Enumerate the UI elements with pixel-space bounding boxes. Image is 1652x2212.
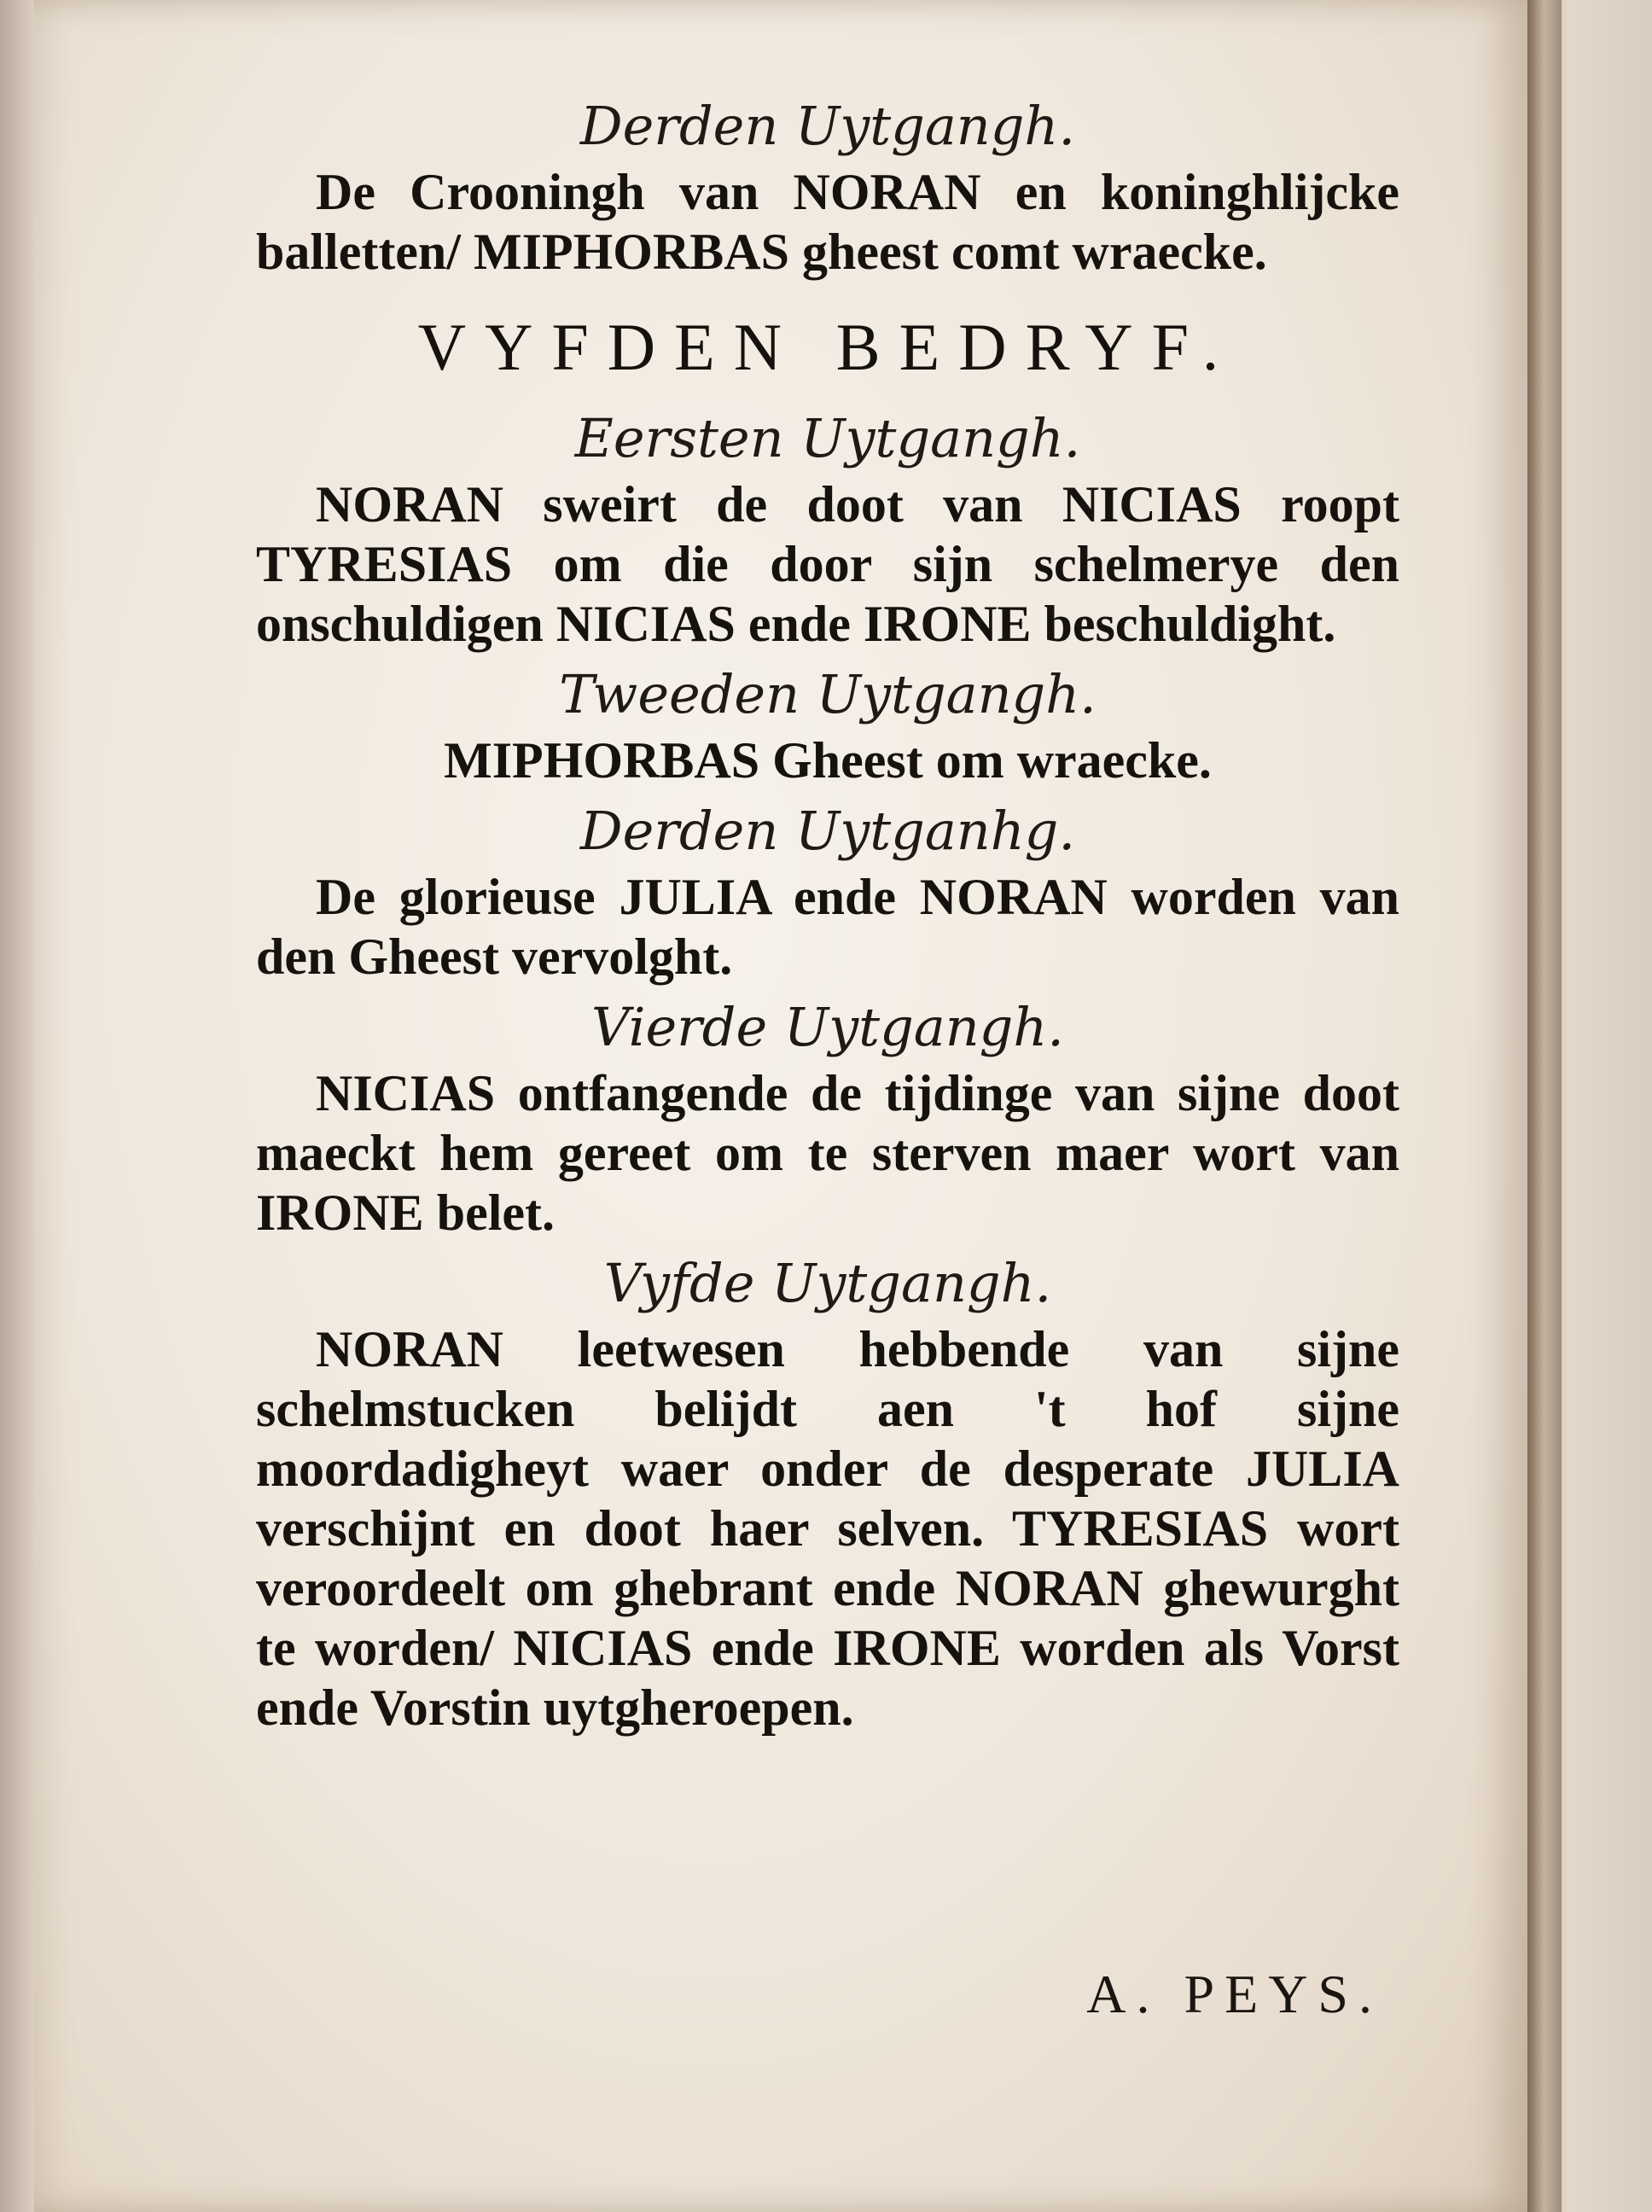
scene-summary: MIPHORBAS Gheest om wraecke. [444,732,1212,789]
scene-summary: NICIAS ontfangende de tijdinge van sijne doot maeckt hem gereet om te sterven maer wort van IRONE belet. [256,1065,1399,1241]
scene-heading: Tweeden Uytgangh. [559,663,1096,725]
author-signature: A. PEYS. [1086,1964,1382,2024]
page-text [256,94,1399,1746]
scene-summary: NORAN leetwesen hebbende van sijne schelmstucken belijdt aen 't hof sijne moordadigheyt waer onder de desperate JULIA verschijnt en doot haer selven. TYRESIAS wort veroordeelt om ghebrant ende NORAN ghewurght te worden/ NICIAS ende IRONE worden als Vorst ende Vorstin uytgheroepen. [256,1321,1399,1736]
scene-heading: Derden Uytgangh. [579,95,1076,157]
scene-summary: NORAN sweirt de doot van NICIAS roopt TYRESIAS om die door sijn schelmerye den onschuldigen NICIAS ende IRONE beschuldight. [256,476,1399,652]
book-gutter [1527,0,1562,2212]
scene-heading: Eersten Uytgangh. [574,407,1081,469]
scene-summary: De Crooningh van NORAN en koninghlijcke balletten/ MIPHORBAS gheest comt wraecke. [256,164,1399,280]
book-page [34,0,1527,2212]
act-heading: VYFDEN BEDRYF. [417,310,1238,384]
scene-heading: Vierde Uytgangh. [590,996,1065,1058]
scene-summary: De glorieuse JULIA ende NORAN worden van den Gheest vervolght. [256,869,1399,985]
scene-heading: Derden Uytganhg. [579,800,1076,862]
scene-heading: Vyfde Uytgangh. [603,1252,1052,1314]
